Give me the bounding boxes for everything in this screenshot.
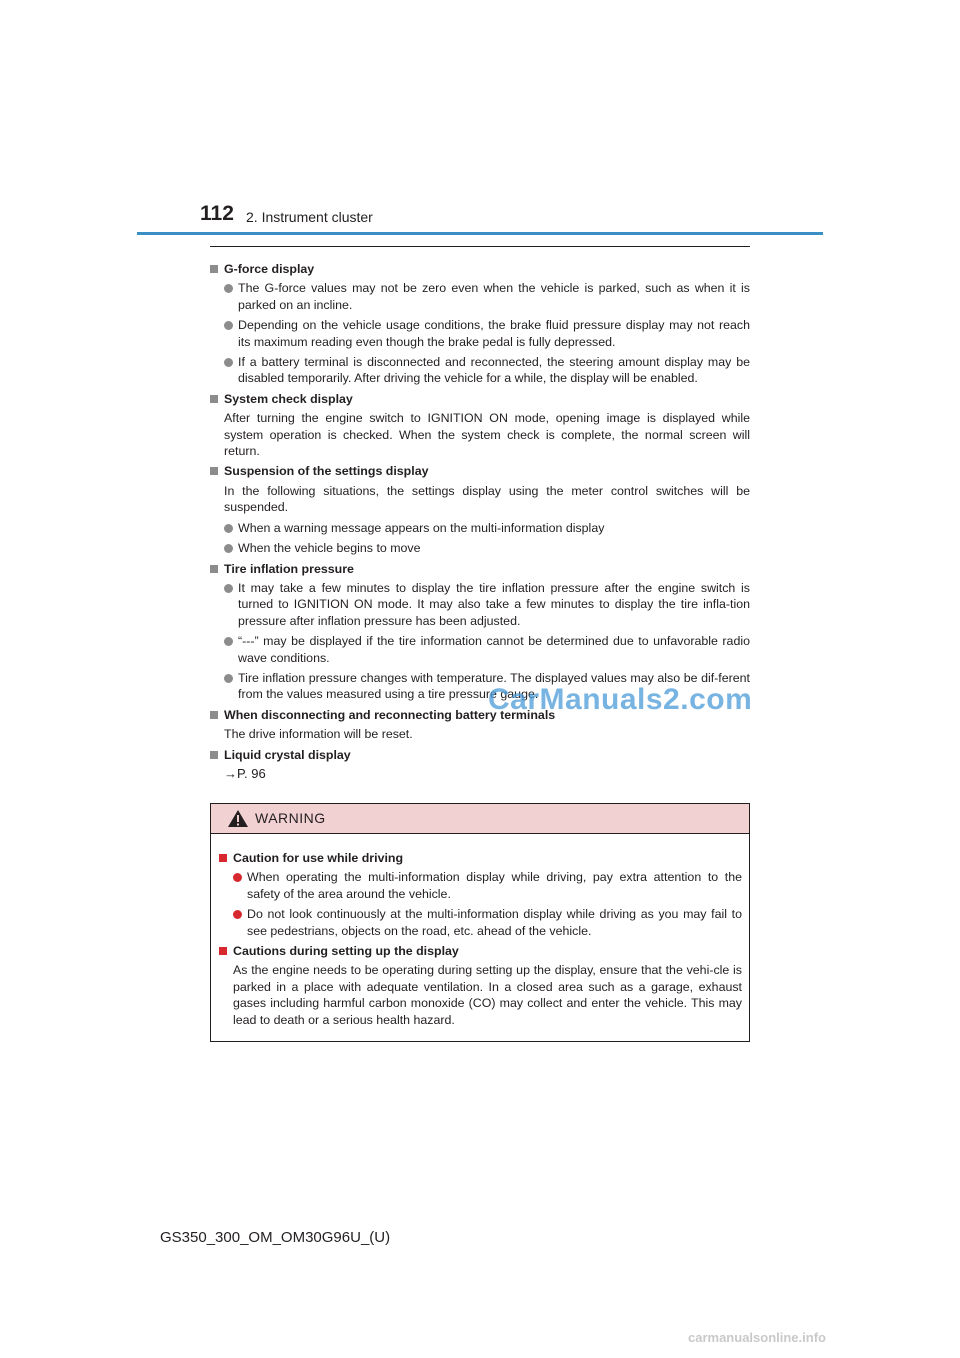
section-paragraph: The drive information will be reset. (224, 727, 413, 742)
section-heading-text: When disconnecting and reconnecting battery terminals (224, 707, 556, 722)
section-heading-suspension (210, 463, 750, 479)
section-heading-text: Tire inflation pressure (224, 561, 354, 576)
list-item-text: When operating the multi-information display while driving, pay extra attention to the safety of the area around the vehicle. (247, 870, 742, 901)
circle-bullet-icon (233, 873, 242, 882)
circle-bullet-icon (224, 544, 233, 553)
list-item (210, 280, 750, 313)
list-item (219, 906, 742, 939)
warning-header (211, 804, 749, 834)
list-item-text: Tire inflation pressure changes with temperature. The displayed values may also be dif-ferent from the values measured using a tire pressure gauge. (238, 670, 750, 702)
square-bullet-icon (210, 751, 218, 759)
content-top-rule (210, 246, 750, 247)
corner-watermark: carmanualsonline.info (688, 1330, 826, 1345)
section-heading-text: Caution for use while driving (233, 851, 404, 865)
square-bullet-icon (219, 947, 227, 955)
list-item (219, 869, 742, 902)
section-heading-text: System check display (224, 391, 353, 406)
section-heading-text: Liquid crystal display (224, 747, 351, 762)
warning-heading-driving (219, 850, 742, 866)
list-item (210, 580, 750, 629)
watermark-logo: CarManuals2.com (488, 683, 753, 716)
circle-bullet-icon (224, 674, 233, 683)
square-bullet-icon (219, 854, 227, 862)
square-bullet-icon (210, 395, 218, 403)
circle-bullet-icon (233, 910, 242, 919)
section-heading-lcd (210, 747, 750, 763)
list-item-text: “---” may be displayed if the tire information cannot be determined due to unfavorable radio wave conditions. (238, 634, 750, 665)
list-item-text: When the vehicle begins to move (238, 541, 421, 556)
page-number: 112 (200, 202, 234, 225)
section-paragraph: In the following situations, the settings display using the meter control switches will be suspended. (224, 483, 750, 515)
section-title: 2. Instrument cluster (246, 209, 373, 225)
list-item (210, 520, 750, 536)
warning-heading-setup (219, 943, 742, 959)
section-paragraph: After turning the engine switch to IGNITION ON mode, opening image is displayed while system operation is checked. When the system check is complete, the normal screen will return. (224, 411, 750, 459)
footer-doc-code: GS350_300_OM_OM30G96U_(U) (160, 1229, 391, 1246)
section-paragraph: As the engine needs to be operating during setting up the display, ensure that the vehi-cle is parked in a place with adequate ventilation. In a closed area such as a garage, exhaust gases including harmful carbon monoxide (CO) may collect and enter the vehicle. This may lead to death or a serious health hazard. (233, 963, 742, 1027)
list-item-text: If a battery terminal is disconnected and reconnected, the steering amount display may be disabled temporarily. After driving the vehicle for a while, the display will be enabled. (238, 355, 750, 386)
header-rule (137, 232, 823, 235)
list-item (210, 354, 750, 387)
list-item (210, 633, 750, 666)
warning-body (211, 834, 749, 1028)
circle-bullet-icon (224, 584, 233, 593)
list-item-text: Depending on the vehicle usage conditions, the brake fluid pressure display may not reach its maximum reading even though the brake pedal is fully depressed. (238, 318, 750, 349)
square-bullet-icon (210, 265, 218, 273)
section-heading-text: Cautions during setting up the display (233, 944, 459, 959)
section-heading-g-force (210, 261, 750, 277)
warning-box (210, 803, 750, 1042)
section-heading-text: Suspension of the settings display (224, 464, 429, 479)
warning-triangle-icon (227, 809, 249, 828)
section-heading-system-check (210, 391, 750, 407)
list-item (210, 540, 750, 556)
warning-label: WARNING (255, 810, 326, 826)
circle-bullet-icon (224, 284, 233, 293)
list-item-text: The G-force values may not be zero even when the vehicle is parked, such as when it is parked on an incline. (238, 281, 750, 312)
square-bullet-icon (210, 711, 218, 719)
circle-bullet-icon (224, 637, 233, 646)
page-reference-link[interactable]: →P. 96 (224, 765, 266, 781)
list-item (210, 317, 750, 350)
square-bullet-icon (210, 467, 218, 475)
circle-bullet-icon (224, 358, 233, 367)
square-bullet-icon (210, 565, 218, 573)
list-item-text: When a warning message appears on the multi-information display (238, 520, 605, 535)
section-heading-text: G-force display (224, 262, 315, 276)
circle-bullet-icon (224, 321, 233, 330)
list-item-text: It may take a few minutes to display the tire inflation pressure after the engine switch is turned to IGNITION ON mode. It may also take a few minutes to display the tire infla-tion pressure after inflation pressure has been adjusted. (238, 580, 750, 628)
section-heading-tire-pressure (210, 561, 750, 577)
circle-bullet-icon (224, 524, 233, 533)
list-item-text: Do not look continuously at the multi-information display while driving as you may fail to see pedestrians, objects on the road, etc. ahead of the vehicle. (247, 907, 742, 938)
